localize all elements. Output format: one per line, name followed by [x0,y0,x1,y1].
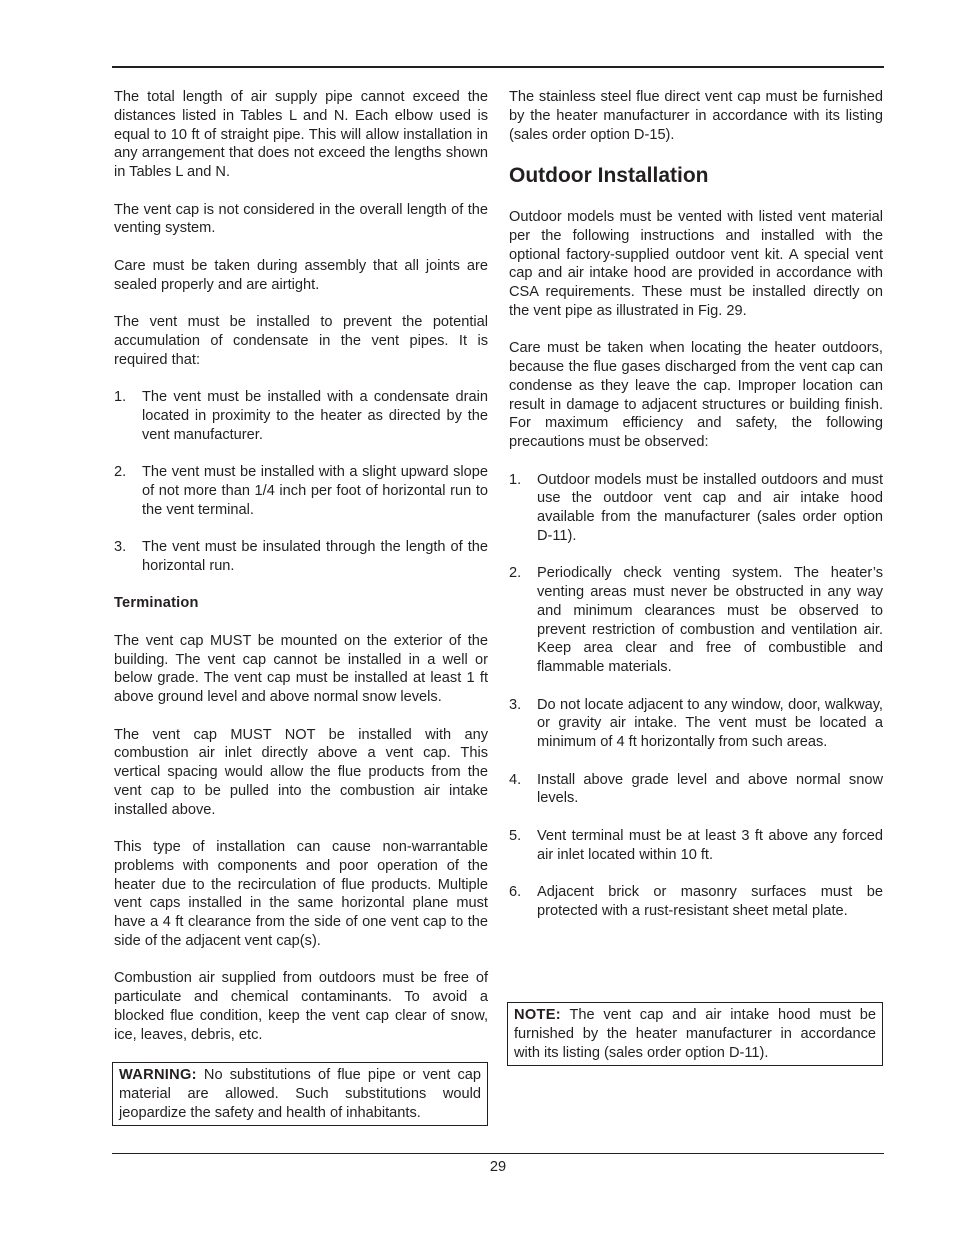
paragraph: The vent cap is not considered in the overall length of the venting system. [114,201,488,237]
list-number: 5. [509,827,522,844]
paragraph: Outdoor models must be vented with listed vent material per the following instructions and installed with the optional factory-supplied outdoor vent kit. A special vent cap and air intake hood are provided in accordance with CSA requirements. These must be installed directly on the vent pipe as illustrated in Fig. 29. [509,209,883,319]
warning-text: No substitutions of flue pipe or vent cap material are allowed. Such substitutions would jeopardize the safety and health of inhabitants. [119,1067,481,1121]
list-item [509,827,883,865]
list-number: 6. [509,884,522,900]
paragraph: The vent cap MUST NOT be installed with any combustion air inlet directly above a vent cap. This vertical spacing would allow the flue products from the vent cap to be pulled into the combustion air intake installed above. [114,726,488,818]
paragraph: The vent must be installed to prevent the potential accumulation of condensate in the vent pipes. It is required that: [114,314,488,368]
termination-heading: Termination [114,595,199,612]
list-text: Install above grade level and above normal snow levels. [537,771,883,807]
list-number: 3. [509,696,522,713]
right-column [509,88,883,939]
list-item [509,471,883,546]
left-column [114,88,488,1063]
paragraph: The vent cap MUST be mounted on the exterior of the building. The vent cap cannot be installed in a well or below grade. The vent cap must be installed at least 1 ft above ground level and above normal snow levels. [114,632,488,705]
list-number: 4. [509,771,522,788]
list-item [509,883,883,921]
paragraph: Combustion air supplied from outdoors must be free of particulate and chemical contaminants. To avoid a blocked flue condition, keep the vent cap clear of snow, ice, leaves, debris, etc. [114,970,488,1043]
paragraph: This type of installation can cause non-warrantable problems with components and poor operation of the heater due to the recirculation of flue products. Multiple vent caps installed in the same horizontal plane must have a 4 ft clearance from the side of one vent cap to the side of the adjacent vent cap(s). [114,839,488,949]
list-number: 2. [509,565,522,582]
list-number: 1. [114,389,127,405]
list-text: The vent must be installed with a slight upward slope of not more than 1/4 inch per foot of horizontal run to the vent terminal. [142,464,488,518]
list-text: Do not locate adjacent to any window, door, walkway, or gravity air intake. The vent must be located a minimum of 4 ft horizontally from such areas. [537,696,883,750]
paragraph: The total length of air supply pipe cannot exceed the distances listed in Tables L and N. Each elbow used is equal to 10 ft of straight pipe. This will allow installation in any arrangement that does not exceed the lengths shown in Tables L and N. [114,89,488,180]
warning-box [112,1062,488,1126]
list-text: Periodically check venting system. The heater’s venting areas must never be obstructed in any way and minimum clearances must be observed to prevent restriction of combustion and ventilation air. Keep area clear and free of combustible and flammable materials. [537,565,883,675]
paragraph: Care must be taken during assembly that all joints are sealed properly and are airtight. [114,257,488,293]
note-box [507,1002,883,1066]
note-label: NOTE: [514,1007,561,1023]
list-item [114,463,488,519]
list-item [114,538,488,576]
note-text: The vent cap and air intake hood must be furnished by the heater manufacturer in accordance with its listing (sales order option D-11). [514,1007,876,1061]
section-heading: Outdoor Installation [509,164,709,187]
list-text: Outdoor models must be installed outdoors and must use the outdoor vent cap and air intake hood available from the manufacturer (sales order option D-11). [537,471,883,544]
list-text: The vent must be insulated through the length of the horizontal run. [142,539,488,574]
paragraph: Care must be taken when locating the heater outdoors, because the flue gases discharged from the vent cap can condense as they leave the cap. Improper location can result in damage to adjacent structures or building finish. For maximum efficiency and safety, the following precautions must be observed: [509,340,883,450]
top-rule [112,66,884,68]
warning-label: WARNING: [119,1067,197,1083]
list-item [509,564,883,677]
list-number: 2. [114,464,127,480]
list-text: Adjacent brick or masonry surfaces must be protected with a rust-resistant sheet metal plate. [537,884,883,919]
list-text: Vent terminal must be at least 3 ft above any forced air inlet located within 10 ft. [537,827,883,863]
list-number: 1. [509,471,522,488]
list-item [114,388,488,444]
list-text: The vent must be installed with a condensate drain located in proximity to the heater as directed by the vent manufacturer. [142,389,488,443]
list-item [509,771,883,809]
page-number: 29 [489,1159,507,1175]
list-item [509,696,883,752]
paragraph: The stainless steel flue direct vent cap must be furnished by the heater manufacturer in accordance with its listing (sales order option D-15). [509,89,883,143]
list-number: 3. [114,539,127,555]
bottom-rule [112,1153,884,1154]
